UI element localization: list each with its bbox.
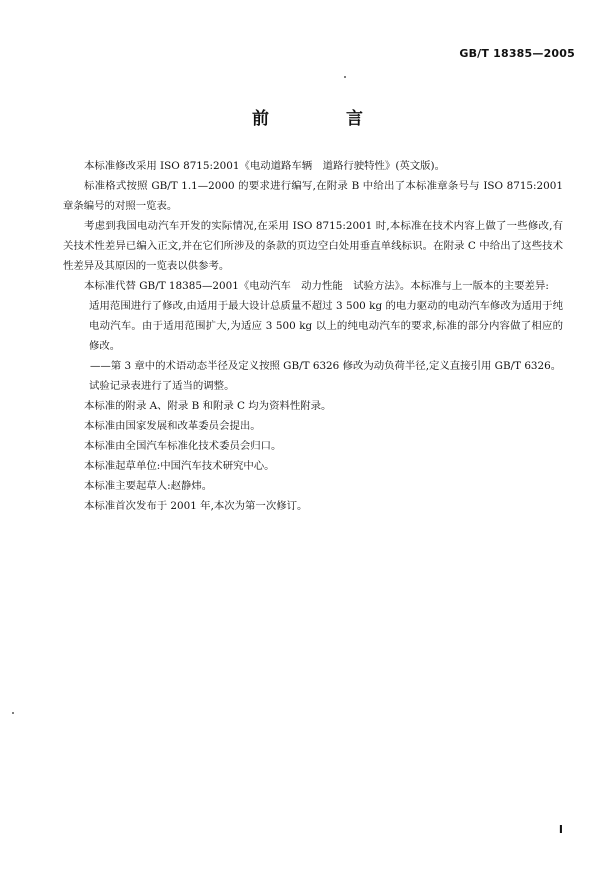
foreword-body	[63, 156, 563, 516]
list-item-scope-change: 适用范围进行了修改,由适用于最大设计总质量不超过 3 500 kg 的电力驱动的电动汽车修改为适用于纯电动汽车。由于适用范围扩大,为适应 3 500 kg 以上的纯电动汽车的要求,标准的部分内容做了相应的修改。	[89, 300, 563, 352]
paragraph-proposer: 本标准由国家发展和改革委员会提出。	[84, 420, 261, 432]
paragraph-drafter: 本标准主要起草人:赵静炜。	[84, 480, 213, 492]
paragraph-annexes: 本标准的附录 A、附录 B 和附录 C 均为资料性附录。	[84, 400, 332, 412]
paragraph-replacement: 本标准代替 GB/T 18385—2001《电动汽车 动力性能 试验方法》。本标准与上一版本的主要差异:	[84, 280, 549, 292]
paragraph-administrator: 本标准由全国汽车标准化技术委员会归口。	[84, 440, 282, 452]
paragraph-technical-differences: 考虑到我国电动汽车开发的实际情况,在采用 ISO 8715:2001 时,本标准在技术内容上做了一些修改,有关技术性差异已编入正文,并在它们所涉及的条款的页边空白处用垂直单线标识。在附录 C 中给出了这些技术性差异及其原因的一览表以供参考。	[63, 220, 563, 272]
page-number: I	[558, 823, 563, 836]
paragraph-drafting-unit: 本标准起草单位:中国汽车技术研究中心。	[84, 460, 275, 472]
paragraph-format: 标准格式按照 GB/T 1.1—2000 的要求进行编写,在附录 B 中给出了本标准章条号与 ISO 8715:2001 章条编号的对照一览表。	[63, 180, 563, 212]
paragraph-history: 本标准首次发布于 2001 年,本次为第一次修订。	[84, 500, 308, 512]
list-item-record-table: 试验记录表进行了适当的调整。	[89, 380, 235, 392]
standard-code: GB/T 18385—2005	[459, 47, 575, 60]
scan-speck	[12, 712, 14, 714]
list-item-term-change: ——第 3 章中的术语动态半径及定义按照 GB/T 6326 修改为动负荷半径,定义直接引用 GB/T 6326。	[90, 360, 562, 372]
scan-speck	[344, 76, 346, 78]
paragraph-adoption: 本标准修改采用 ISO 8715:2001《电动道路车辆 道路行驶特性》(英文版)。	[84, 160, 445, 172]
page-title: 前 言	[252, 109, 393, 129]
